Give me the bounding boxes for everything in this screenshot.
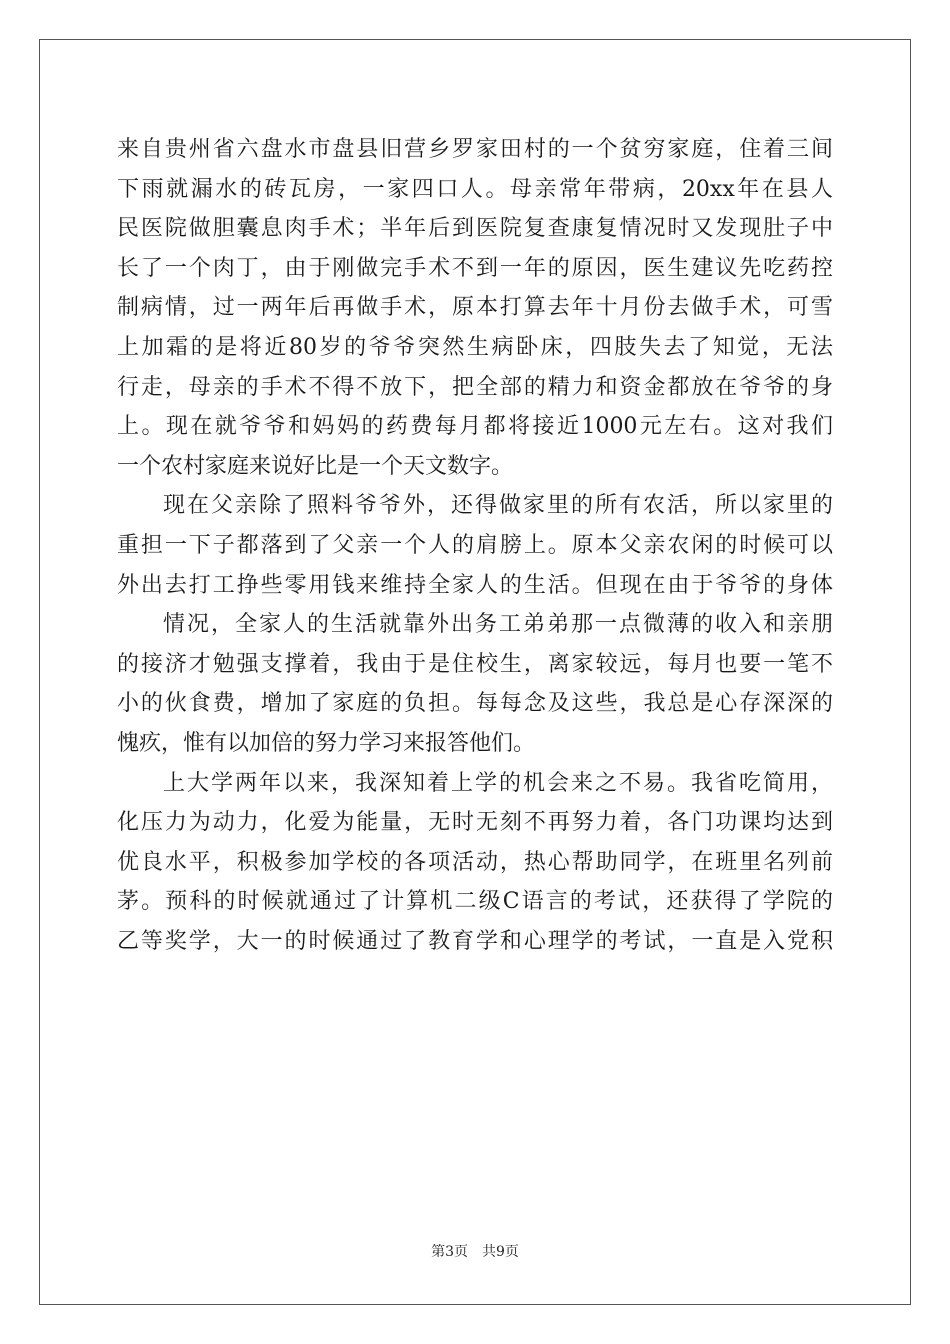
text-line: 下雨就漏水的砖瓦房，一家四口人。母亲常年带病，20xx年在县人: [117, 176, 833, 202]
text-line: 来自贵州省六盘水市盘县旧营乡罗家田村的一个贫穷家庭，住着三间: [117, 137, 833, 162]
page-footer: [0, 1243, 950, 1261]
text-line: 乙等奖学，大一的时候通过了教育学和心理学的考试，一直是入党积: [117, 928, 833, 954]
text-line: 民医院做胆囊息肉手术；半年后到医院复查康复情况时又发现肚子中: [117, 216, 833, 242]
text-line: 制病情，过一两年后再做手术，原本打算去年十月份去做手术，可雪: [117, 295, 833, 321]
text-line: 优良水平，积极参加学校的各项活动，热心帮助同学，在班里名列前: [117, 849, 833, 875]
text-line: 的接济才勉强支撑着，我由于是住校生，离家较远，每月也要一笔不: [117, 651, 833, 677]
paragraph: [117, 486, 833, 605]
text-line: 小的伙食费，增加了家庭的负担。每每念及这些，我总是心存深深的: [117, 691, 833, 717]
document-body: [117, 130, 833, 961]
text-line: 重担一下子都落到了父亲一个人的肩膀上。原本父亲农闲的时候可以: [117, 532, 833, 558]
text-line: 长了一个肉丁，由于刚做完手术不到一年的原因，医生建议先吃药控: [117, 255, 833, 281]
text-line: 化压力为动力，化爱为能量，无时无刻不再努力着，各门功课均达到: [117, 810, 833, 836]
paragraph: [117, 605, 833, 763]
text-line: 外出去打工挣些零用钱来维持全家人的生活。但现在由于爷爷的身体: [117, 572, 833, 598]
text-line: 愧疚，惟有以加倍的努力学习来报答他们。: [117, 730, 536, 756]
text-line: 上大学两年以来，我深知着上学的机会来之不易。我省吃简用，: [163, 770, 833, 796]
page-number: 第3页: [431, 1244, 468, 1260]
text-line: 上。现在就爷爷和妈妈的药费每月都将接近1000元左右。这对我们: [117, 414, 833, 440]
paragraph: [117, 764, 833, 962]
text-line: 一个农村家庭来说好比是一个天文数字。: [117, 453, 514, 479]
text-line: 茅。预科的时候就通过了计算机二级C语言的考试，还获得了学院的: [117, 889, 833, 915]
text-line: 现在父亲除了照料爷爷外，还得做家里的所有农活，所以家里的: [163, 493, 833, 519]
page-total: 共9页: [482, 1244, 519, 1260]
text-line: 情况，全家人的生活就靠外出务工弟弟那一点微薄的收入和亲朋: [163, 612, 833, 638]
paragraph: [117, 130, 833, 486]
text-line: 行走，母亲的手术不得不放下，把全部的精力和资金都放在爷爷的身: [117, 374, 833, 400]
text-line: 上加霜的是将近80岁的爷爷突然生病卧床，四肢失去了知觉，无法: [117, 334, 833, 360]
